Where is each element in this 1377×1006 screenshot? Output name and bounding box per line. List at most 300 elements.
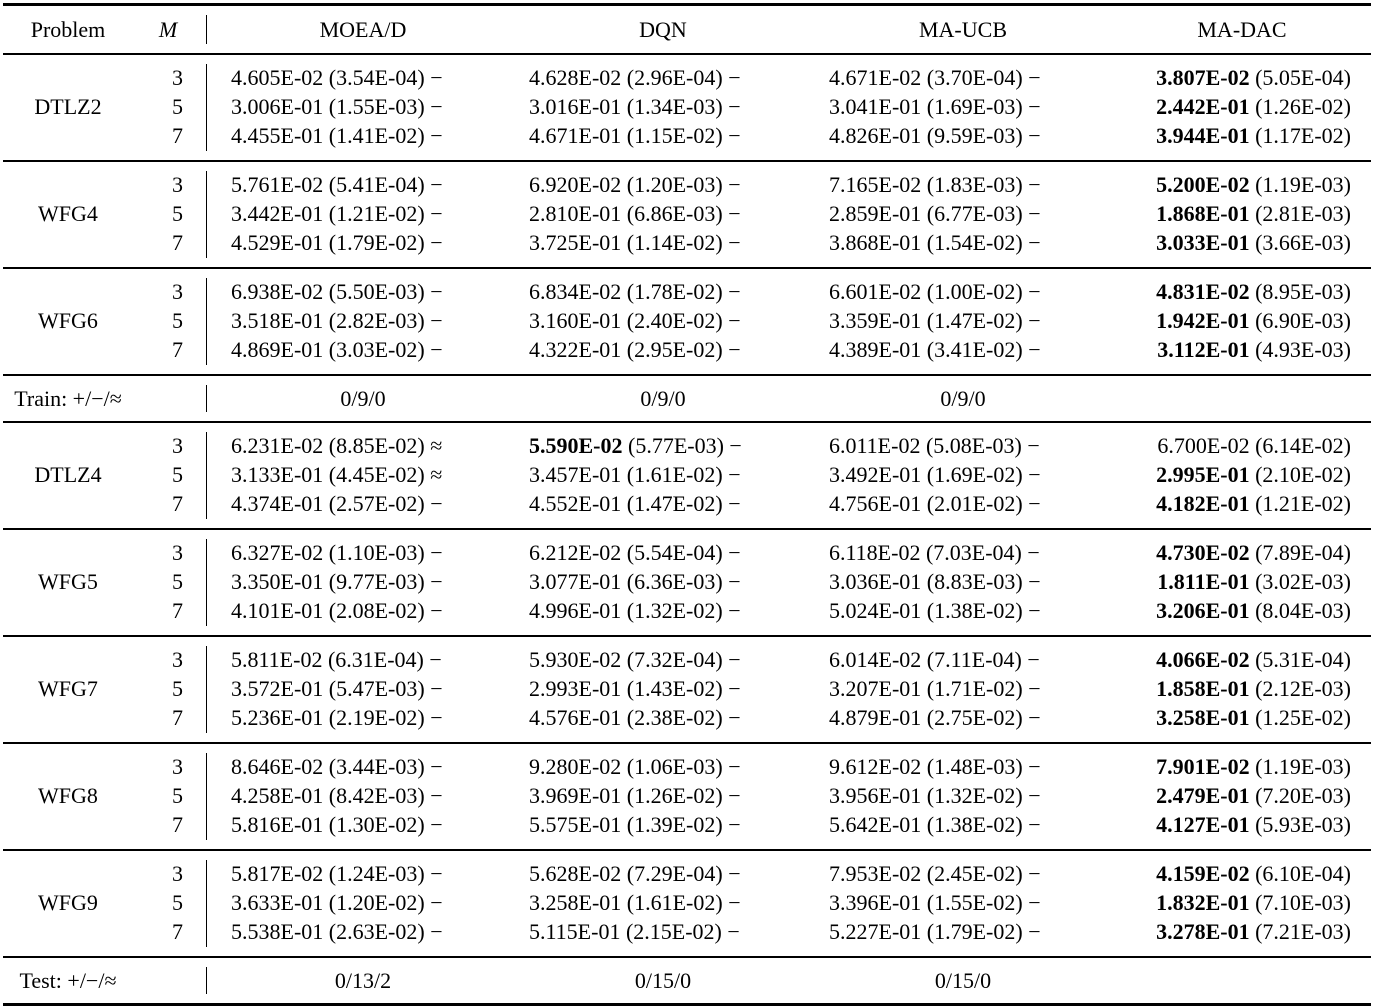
- results-cell-ma-dac: [1113, 636, 1371, 743]
- mean-value: 9.280E-02: [529, 754, 622, 779]
- std-value: (5.47E-03): [328, 676, 425, 701]
- result-entry: [231, 703, 513, 732]
- problem-group-row: [3, 161, 1371, 268]
- column-separator: [203, 636, 213, 743]
- significance-marker: −: [728, 598, 741, 623]
- best-mean-value: 3.944E-01: [1156, 123, 1250, 148]
- results-cell-moead: [213, 743, 513, 850]
- std-value: (1.83E-03): [926, 172, 1023, 197]
- std-value: (1.43E-02): [626, 676, 723, 701]
- significance-marker: −: [1028, 754, 1041, 779]
- std-value: (7.03E-04): [925, 540, 1022, 565]
- result-entry: [829, 431, 1113, 460]
- significance-marker: −: [728, 676, 741, 701]
- results-cell-moead: [213, 636, 513, 743]
- result-entry: [1114, 703, 1351, 732]
- result-entry: [231, 92, 513, 121]
- std-value: (6.90E-03): [1255, 308, 1351, 333]
- mean-value: 3.359E-01: [829, 308, 922, 333]
- mean-value: 3.207E-01: [829, 676, 922, 701]
- train-section: [3, 54, 1371, 375]
- result-entry: [231, 538, 513, 567]
- significance-marker: −: [430, 569, 443, 594]
- significance-marker: −: [430, 123, 443, 148]
- result-entry: [829, 674, 1113, 703]
- significance-marker: −: [728, 65, 741, 90]
- train-summary-moead: 0/9/0: [340, 386, 386, 411]
- result-entry: [231, 199, 513, 228]
- result-entry: [231, 810, 513, 839]
- std-value: (7.10E-03): [1255, 890, 1351, 915]
- problem-group-row: [3, 743, 1371, 850]
- significance-marker: −: [1028, 123, 1041, 148]
- best-mean-value: 4.066E-02: [1156, 647, 1250, 672]
- significance-marker: −: [430, 201, 443, 226]
- results-cell-moead: [213, 161, 513, 268]
- mean-value: 3.016E-01: [529, 94, 622, 119]
- objectives-value: 7: [172, 705, 183, 730]
- result-entry: [1114, 92, 1351, 121]
- mean-value: 4.869E-01: [231, 337, 324, 362]
- mean-value: 3.160E-01: [529, 308, 622, 333]
- mean-value: 6.014E-02: [829, 647, 922, 672]
- result-entry: [1114, 752, 1351, 781]
- std-value: (1.61E-02): [626, 462, 723, 487]
- results-cell-ma-dac: [1113, 422, 1371, 529]
- significance-marker: −: [430, 230, 443, 255]
- result-entry: [1114, 596, 1351, 625]
- problem-group-row: [3, 529, 1371, 636]
- objectives-value: 3: [172, 172, 183, 197]
- mean-value: 2.859E-01: [829, 201, 922, 226]
- results-cell-dqn: [513, 268, 813, 375]
- std-value: (1.25E-02): [1255, 705, 1351, 730]
- mean-value: 5.227E-01: [829, 919, 922, 944]
- header-separator: [203, 5, 213, 55]
- results-cell-dqn: [513, 850, 813, 957]
- objectives-value: 7: [172, 919, 183, 944]
- mean-value: 4.552E-01: [529, 491, 622, 516]
- std-value: (2.15E-02): [625, 919, 722, 944]
- std-value: (3.44E-03): [328, 754, 425, 779]
- std-value: (5.05E-04): [1255, 65, 1351, 90]
- significance-marker: −: [430, 754, 443, 779]
- result-entry: [1114, 781, 1351, 810]
- std-value: (7.20E-03): [1255, 783, 1351, 808]
- mean-value: 4.756E-01: [829, 491, 922, 516]
- objectives-value: 5: [172, 783, 183, 808]
- significance-marker: −: [430, 94, 443, 119]
- result-entry: [231, 460, 513, 489]
- mean-value: 5.811E-02: [231, 647, 323, 672]
- mean-value: 3.036E-01: [829, 569, 922, 594]
- significance-marker: −: [430, 812, 443, 837]
- best-mean-value: 1.858E-01: [1156, 676, 1250, 701]
- significance-marker: −: [728, 569, 741, 594]
- summary-separator: [203, 375, 213, 422]
- std-value: (6.14E-02): [1255, 433, 1351, 458]
- result-entry: [231, 277, 513, 306]
- result-entry: [231, 596, 513, 625]
- results-cell-dqn: [513, 161, 813, 268]
- std-value: (8.83E-03): [926, 569, 1023, 594]
- result-entry: [1114, 888, 1351, 917]
- objectives-cell: [133, 529, 203, 636]
- results-cell-ma-ucb: [813, 268, 1113, 375]
- significance-marker: −: [429, 647, 442, 672]
- mean-value: 6.938E-02: [231, 279, 324, 304]
- std-value: (7.21E-03): [1255, 919, 1351, 944]
- std-value: (1.10E-03): [328, 540, 425, 565]
- mean-value: 5.642E-01: [829, 812, 922, 837]
- mean-value: 3.350E-01: [231, 569, 324, 594]
- objectives-value: 5: [172, 676, 183, 701]
- best-mean-value: 4.182E-01: [1156, 491, 1250, 516]
- test-summary-label: Test: +/−/≈: [19, 968, 117, 993]
- std-value: (2.08E-02): [328, 598, 425, 623]
- mean-value: 6.011E-02: [829, 433, 921, 458]
- mean-value: 3.006E-01: [231, 94, 324, 119]
- std-value: (2.19E-02): [328, 705, 425, 730]
- result-entry: [829, 567, 1113, 596]
- mean-value: 3.492E-01: [829, 462, 922, 487]
- mean-value: 5.538E-01: [231, 919, 324, 944]
- objectives-value: 3: [172, 65, 183, 90]
- std-value: (5.77E-03): [628, 433, 724, 458]
- std-value: (7.32E-04): [626, 647, 723, 672]
- std-value: (2.75E-02): [926, 705, 1023, 730]
- mean-value: 4.389E-01: [829, 337, 922, 362]
- result-entry: [829, 645, 1113, 674]
- std-value: (3.66E-03): [1255, 230, 1351, 255]
- result-entry: [829, 781, 1113, 810]
- problem-group-row: [3, 636, 1371, 743]
- significance-marker: −: [1028, 890, 1041, 915]
- result-entry: [231, 752, 513, 781]
- problem-name: WFG8: [38, 783, 98, 808]
- column-separator: [203, 422, 213, 529]
- problem-group-row: [3, 268, 1371, 375]
- std-value: (1.41E-02): [328, 123, 425, 148]
- objectives-value: 5: [172, 569, 183, 594]
- std-value: (1.55E-03): [328, 94, 425, 119]
- std-value: (1.71E-02): [926, 676, 1023, 701]
- significance-marker: −: [728, 540, 741, 565]
- std-value: (9.77E-03): [328, 569, 425, 594]
- std-value: (8.95E-03): [1255, 279, 1351, 304]
- mean-value: 3.077E-01: [529, 569, 622, 594]
- result-entry: [829, 199, 1113, 228]
- significance-marker: −: [727, 919, 740, 944]
- significance-marker: −: [728, 279, 741, 304]
- result-entry: [529, 92, 813, 121]
- best-mean-value: 4.159E-02: [1156, 861, 1250, 886]
- train-summary-ma-ucb: 0/9/0: [940, 386, 986, 411]
- std-value: (5.41E-04): [328, 172, 425, 197]
- result-entry: [1114, 431, 1351, 460]
- mean-value: 4.879E-01: [829, 705, 922, 730]
- results-cell-dqn: [513, 529, 813, 636]
- significance-marker: −: [1028, 65, 1041, 90]
- problem-name: WFG9: [38, 890, 98, 915]
- result-entry: [529, 917, 813, 946]
- mean-value: 4.258E-01: [231, 783, 324, 808]
- objectives-value: 5: [172, 890, 183, 915]
- problem-name: WFG7: [38, 676, 98, 701]
- train-summary-row: [3, 375, 1371, 422]
- significance-marker: −: [728, 123, 741, 148]
- column-separator: [203, 54, 213, 161]
- mean-value: 5.575E-01: [529, 812, 622, 837]
- best-mean-value: 7.901E-02: [1156, 754, 1250, 779]
- mean-value: 5.761E-02: [231, 172, 324, 197]
- std-value: (1.26E-02): [1255, 94, 1351, 119]
- result-entry: [1114, 277, 1351, 306]
- result-entry: [1114, 538, 1351, 567]
- significance-marker: −: [430, 279, 443, 304]
- result-entry: [529, 335, 813, 364]
- problem-name: WFG4: [38, 201, 98, 226]
- significance-marker: −: [1028, 783, 1041, 808]
- std-value: (4.93E-03): [1255, 337, 1351, 362]
- significance-marker: −: [430, 337, 443, 362]
- train-summary-ma-dac: [1113, 375, 1371, 422]
- std-value: (2.57E-02): [328, 491, 425, 516]
- significance-marker: −: [430, 65, 443, 90]
- std-value: (1.24E-03): [328, 861, 425, 886]
- column-separator: [203, 850, 213, 957]
- mean-value: 7.165E-02: [829, 172, 922, 197]
- significance-marker: −: [728, 308, 741, 333]
- best-mean-value: 1.811E-01: [1157, 569, 1250, 594]
- result-entry: [231, 781, 513, 810]
- header-dqn: DQN: [639, 17, 687, 42]
- std-value: (5.08E-03): [925, 433, 1022, 458]
- results-cell-ma-ucb: [813, 743, 1113, 850]
- significance-marker: −: [430, 919, 443, 944]
- result-entry: [829, 335, 1113, 364]
- test-summary-ma-dac: [1113, 957, 1371, 1005]
- mean-value: 7.953E-02: [829, 861, 922, 886]
- std-value: (6.31E-04): [327, 647, 424, 672]
- summary-separator: [203, 957, 213, 1005]
- results-cell-ma-ucb: [813, 850, 1113, 957]
- result-entry: [1114, 460, 1351, 489]
- significance-marker: −: [1028, 462, 1041, 487]
- column-separator: [203, 161, 213, 268]
- std-value: (2.45E-02): [926, 861, 1023, 886]
- results-cell-ma-dac: [1113, 850, 1371, 957]
- mean-value: 4.826E-01: [829, 123, 922, 148]
- results-cell-moead: [213, 422, 513, 529]
- result-entry: [231, 63, 513, 92]
- std-value: (1.38E-02): [926, 598, 1023, 623]
- std-value: (1.39E-02): [626, 812, 723, 837]
- significance-marker: −: [728, 94, 741, 119]
- result-entry: [829, 489, 1113, 518]
- best-mean-value: 4.730E-02: [1156, 540, 1250, 565]
- mean-value: 4.671E-02: [829, 65, 922, 90]
- best-mean-value: 2.995E-01: [1156, 462, 1250, 487]
- significance-marker: −: [728, 172, 741, 197]
- result-entry: [529, 460, 813, 489]
- result-entry: [1114, 306, 1351, 335]
- result-entry: [231, 888, 513, 917]
- results-cell-ma-ucb: [813, 422, 1113, 529]
- results-cell-ma-ucb: [813, 54, 1113, 161]
- std-value: (7.29E-04): [626, 861, 723, 886]
- significance-marker: −: [728, 890, 741, 915]
- mean-value: 3.457E-01: [529, 462, 622, 487]
- significance-marker: −: [1028, 676, 1041, 701]
- result-entry: [529, 431, 813, 460]
- significance-marker: −: [430, 861, 443, 886]
- objectives-cell: [133, 636, 203, 743]
- significance-marker: ≈: [430, 433, 443, 458]
- result-entry: [231, 306, 513, 335]
- result-entry: [529, 306, 813, 335]
- std-value: (1.17E-02): [1255, 123, 1351, 148]
- std-value: (1.34E-03): [626, 94, 723, 119]
- results-cell-dqn: [513, 422, 813, 529]
- result-entry: [529, 810, 813, 839]
- mean-value: 6.327E-02: [231, 540, 324, 565]
- result-entry: [529, 63, 813, 92]
- std-value: (1.14E-02): [626, 230, 723, 255]
- result-entry: [529, 596, 813, 625]
- problem-group-row: [3, 54, 1371, 161]
- problem-group-row: [3, 850, 1371, 957]
- std-value: (4.45E-02): [328, 462, 425, 487]
- results-cell-ma-dac: [1113, 529, 1371, 636]
- best-mean-value: 4.831E-02: [1156, 279, 1250, 304]
- significance-marker: −: [728, 812, 741, 837]
- std-value: (1.21E-02): [328, 201, 425, 226]
- results-cell-ma-ucb: [813, 636, 1113, 743]
- test-section: [3, 422, 1371, 957]
- mean-value: 4.576E-01: [529, 705, 622, 730]
- train-summary-label: Train: +/−/≈: [14, 386, 122, 411]
- result-entry: [529, 538, 813, 567]
- objectives-value: 3: [172, 647, 183, 672]
- std-value: (5.50E-03): [328, 279, 425, 304]
- std-value: (6.36E-03): [626, 569, 723, 594]
- result-entry: [529, 567, 813, 596]
- std-value: (1.19E-03): [1255, 754, 1351, 779]
- mean-value: 3.969E-01: [529, 783, 622, 808]
- result-entry: [1114, 489, 1351, 518]
- objectives-value: 5: [172, 94, 183, 119]
- std-value: (1.78E-02): [626, 279, 723, 304]
- result-entry: [529, 703, 813, 732]
- results-cell-ma-ucb: [813, 529, 1113, 636]
- result-entry: [1114, 170, 1351, 199]
- result-entry: [829, 92, 1113, 121]
- std-value: (1.32E-02): [926, 783, 1023, 808]
- std-value: (5.54E-04): [626, 540, 723, 565]
- objectives-value: 5: [172, 308, 183, 333]
- significance-marker: −: [1028, 569, 1041, 594]
- std-value: (1.20E-02): [328, 890, 425, 915]
- header-problem: Problem: [30, 17, 106, 42]
- result-entry: [1114, 121, 1351, 150]
- result-entry: [231, 917, 513, 946]
- std-value: (1.79E-02): [328, 230, 425, 255]
- significance-marker: −: [729, 433, 742, 458]
- result-entry: [1114, 810, 1351, 839]
- objectives-cell: [133, 161, 203, 268]
- result-entry: [529, 170, 813, 199]
- mean-value: 4.628E-02: [529, 65, 622, 90]
- mean-value: 2.993E-01: [529, 676, 622, 701]
- result-entry: [529, 859, 813, 888]
- best-mean-value: 4.127E-01: [1156, 812, 1250, 837]
- mean-value: 3.518E-01: [231, 308, 324, 333]
- best-mean-value: 5.590E-02: [529, 433, 623, 458]
- std-value: (2.82E-03): [328, 308, 425, 333]
- result-entry: [529, 674, 813, 703]
- header-m: M: [158, 17, 178, 42]
- result-entry: [829, 460, 1113, 489]
- std-value: (6.86E-03): [626, 201, 723, 226]
- results-cell-moead: [213, 54, 513, 161]
- mean-value: 3.633E-01: [231, 890, 324, 915]
- objectives-value: 3: [172, 861, 183, 886]
- result-entry: [829, 703, 1113, 732]
- mean-value: 6.920E-02: [529, 172, 622, 197]
- result-entry: [1114, 917, 1351, 946]
- significance-marker: −: [1027, 647, 1040, 672]
- results-cell-dqn: [513, 54, 813, 161]
- test-summary-dqn: 0/15/0: [634, 968, 692, 993]
- result-entry: [829, 859, 1113, 888]
- std-value: (2.95E-02): [626, 337, 723, 362]
- problem-name: DTLZ2: [34, 94, 102, 119]
- significance-marker: −: [1028, 172, 1041, 197]
- std-value: (1.06E-03): [626, 754, 723, 779]
- objectives-value: 3: [172, 433, 183, 458]
- std-value: (2.12E-03): [1255, 676, 1351, 701]
- std-value: (1.32E-02): [626, 598, 723, 623]
- significance-marker: −: [430, 705, 443, 730]
- std-value: (6.77E-03): [926, 201, 1023, 226]
- mean-value: 6.118E-02: [829, 540, 921, 565]
- std-value: (1.21E-02): [1255, 491, 1351, 516]
- std-value: (1.38E-02): [926, 812, 1023, 837]
- results-cell-ma-ucb: [813, 161, 1113, 268]
- best-mean-value: 3.258E-01: [1156, 705, 1250, 730]
- result-entry: [1114, 859, 1351, 888]
- result-entry: [529, 781, 813, 810]
- header-ma-ucb: MA-UCB: [918, 17, 1007, 42]
- std-value: (8.42E-03): [328, 783, 425, 808]
- result-entry: [231, 489, 513, 518]
- mean-value: 4.671E-01: [529, 123, 622, 148]
- mean-value: 3.868E-01: [829, 230, 922, 255]
- results-cell-ma-dac: [1113, 268, 1371, 375]
- significance-marker: −: [728, 861, 741, 886]
- mean-value: 5.024E-01: [829, 598, 922, 623]
- objectives-value: 3: [172, 540, 183, 565]
- results-cell-ma-dac: [1113, 54, 1371, 161]
- mean-value: 4.322E-01: [529, 337, 622, 362]
- mean-value: 6.212E-02: [529, 540, 622, 565]
- significance-marker: −: [728, 754, 741, 779]
- result-entry: [829, 121, 1113, 150]
- result-entry: [231, 431, 513, 460]
- result-entry: [1114, 567, 1351, 596]
- significance-marker: −: [1028, 812, 1041, 837]
